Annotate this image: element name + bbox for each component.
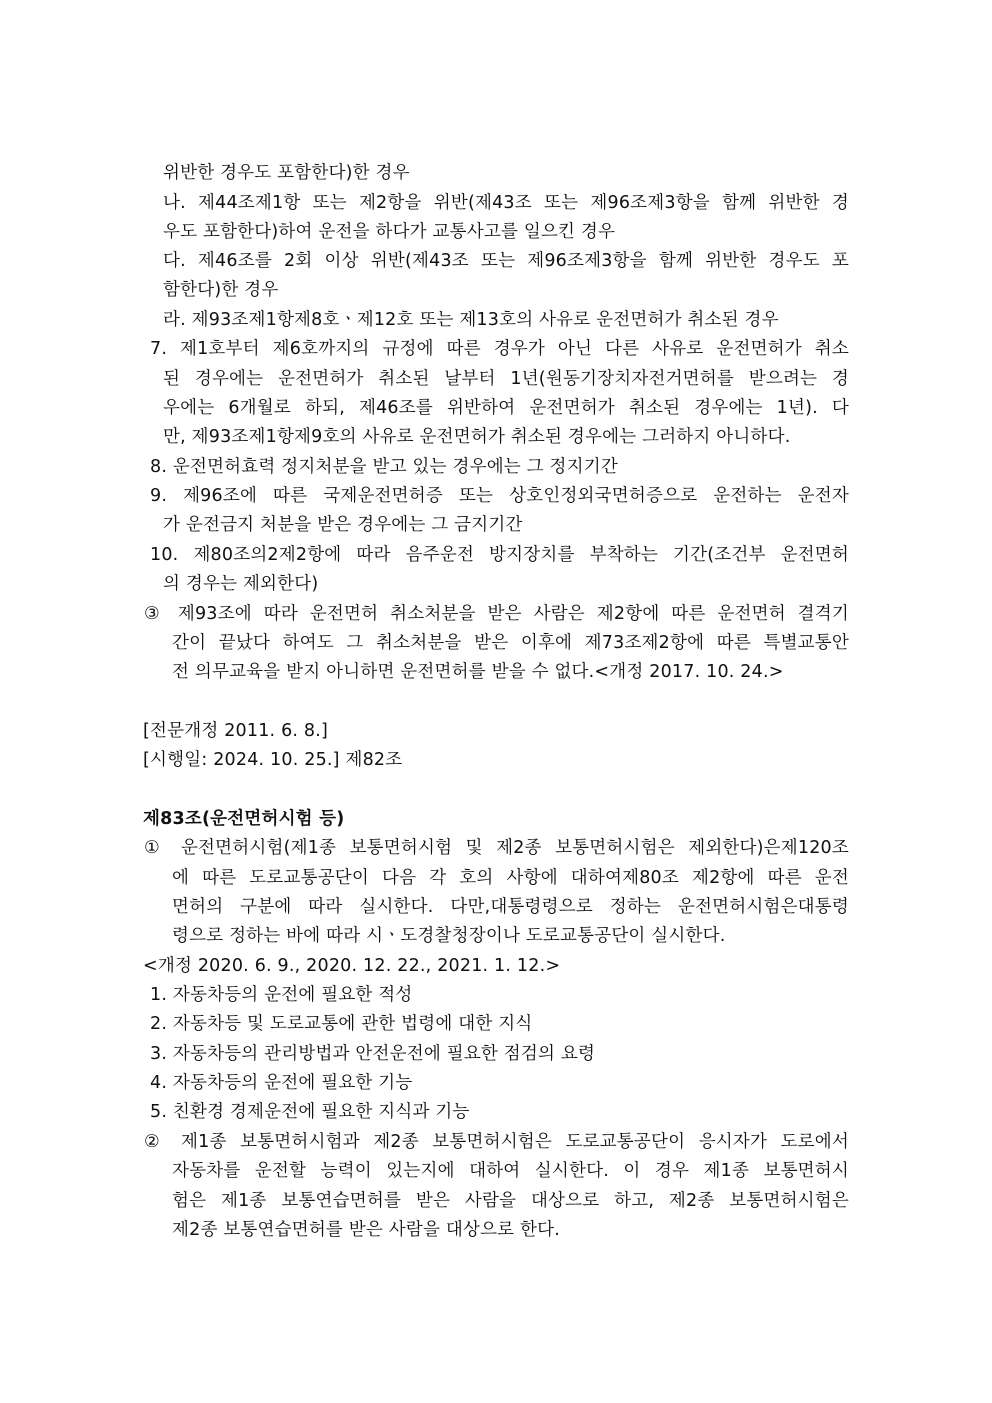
article-heading: 제83조(운전면허시험 등) bbox=[143, 809, 345, 829]
text-line: 가 운전금지 처분을 받은 경우에는 그 금지기간 bbox=[163, 515, 523, 535]
text-line: [전문개정 2011. 6. 8.] bbox=[143, 721, 329, 741]
text-line: 함한다)한 경우 bbox=[163, 280, 279, 300]
text-line: 우에는 6개월로 하되, 제46조를 위반하여 운전면허가 취소된 경우에는 1년). 다 bbox=[163, 398, 849, 418]
text-line: 2. 자동차등 및 도로교통에 관한 법령에 대한 지식 bbox=[150, 1014, 533, 1034]
text-line: 5. 친환경 경제운전에 필요한 지식과 기능 bbox=[150, 1102, 470, 1122]
text-line: 간이 끝났다 하여도 그 취소처분을 받은 이후에 제73조제2항에 따른 특별교통안 bbox=[172, 633, 849, 653]
text-line: 4. 자동차등의 운전에 필요한 기능 bbox=[150, 1073, 413, 1093]
text-line: [시행일: 2024. 10. 25.] 제82조 bbox=[143, 750, 403, 770]
text-line: 나. 제44조제1항 또는 제2항을 위반(제43조 또는 제96조제3항을 함께 위반한 경 bbox=[163, 193, 849, 213]
text-line: 면허의 구분에 따라 실시한다. 다만,대통령령으로 정하는 운전면허시험은대통령 bbox=[172, 897, 849, 917]
text-line: 만, 제93조제1항제9호의 사유로 운전면허가 취소된 경우에는 그러하지 아니하다. bbox=[163, 427, 791, 447]
text-line: <개정 2020. 6. 9., 2020. 12. 22., 2021. 1. 12.> bbox=[143, 956, 561, 976]
text-line: 10. 제80조의2제2항에 따라 음주운전 방지장치를 부착하는 기간(조건부 운전면허 bbox=[150, 545, 849, 565]
text-line: 제2종 보통연습면허를 받은 사람을 대상으로 한다. bbox=[172, 1220, 561, 1240]
text-line: 7. 제1호부터 제6호까지의 규정에 따른 경우가 아닌 다른 사유로 운전면허가 취소 bbox=[150, 339, 849, 359]
text-line: 8. 운전면허효력 정지처분을 받고 있는 경우에는 그 정지기간 bbox=[150, 457, 618, 477]
text-line: ② 제1종 보통면허시험과 제2종 보통면허시험은 도로교통공단이 응시자가 도로에서 bbox=[144, 1132, 849, 1152]
text-line: 우도 포함한다)하여 운전을 하다가 교통사고를 일으킨 경우 bbox=[163, 222, 616, 242]
text-line: ③ 제93조에 따라 운전면허 취소처분을 받은 사람은 제2항에 따른 운전면허 결격기 bbox=[144, 604, 849, 624]
text-line: 험은 제1종 보통연습면허를 받은 사람을 대상으로 하고, 제2종 보통면허시험은 bbox=[172, 1191, 849, 1211]
text-line: ① 운전면허시험(제1종 보통면허시험 및 제2종 보통면허시험은 제외한다)은제120조 bbox=[144, 838, 849, 858]
text-line: 의 경우는 제외한다) bbox=[163, 574, 319, 594]
text-line: 라. 제93조제1항제8호ㆍ제12호 또는 제13호의 사유로 운전면허가 취소된 경우 bbox=[163, 310, 779, 330]
text-line: 자동차를 운전할 능력이 있는지에 대하여 실시한다. 이 경우 제1종 보통면허시 bbox=[172, 1161, 849, 1181]
text-line: 전 의무교육을 받지 아니하면 운전면허를 받을 수 없다.<개정 2017. 10. 24.> bbox=[172, 662, 784, 682]
text-line: 된 경우에는 운전면허가 취소된 날부터 1년(원동기장치자전거면허를 받으려는 경 bbox=[163, 369, 849, 389]
text-line: 위반한 경우도 포함한다)한 경우 bbox=[163, 163, 410, 183]
text-line: 령으로 정하는 바에 따라 시ㆍ도경찰청장이나 도로교통공단이 실시한다. bbox=[172, 926, 726, 946]
text-line: 1. 자동차등의 운전에 필요한 적성 bbox=[150, 985, 413, 1005]
text-line: 9. 제96조에 따른 국제운전면허증 또는 상호인정외국면허증으로 운전하는 운전자 bbox=[150, 486, 849, 506]
text-line: 에 따른 도로교통공단이 다음 각 호의 사항에 대하여제80조 제2항에 따른 운전 bbox=[172, 868, 849, 888]
text-line: 3. 자동차등의 관리방법과 안전운전에 필요한 점검의 요령 bbox=[150, 1044, 596, 1064]
text-line: 다. 제46조를 2회 이상 위반(제43조 또는 제96조제3항을 함께 위반한 경우도 포 bbox=[163, 251, 849, 271]
